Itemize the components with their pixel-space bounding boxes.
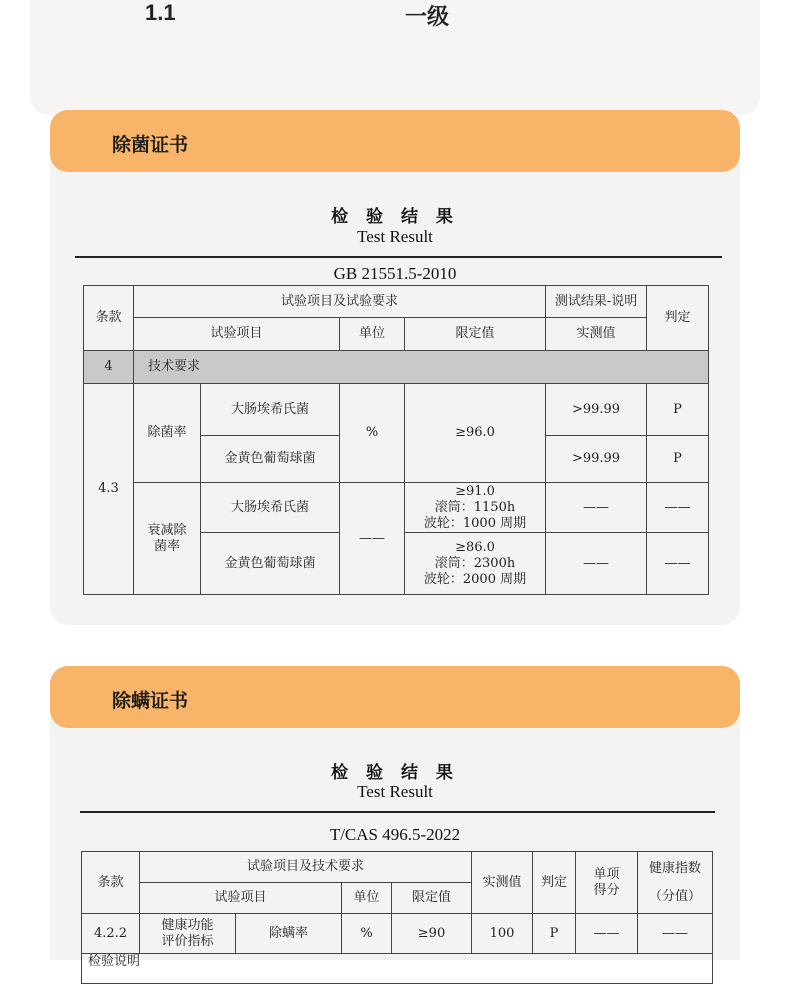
table-row xyxy=(82,914,713,954)
grade-number: 1.1 xyxy=(145,0,176,25)
unit-cell: —— xyxy=(340,483,405,595)
group-name: 除菌率 xyxy=(134,384,201,483)
divider xyxy=(80,811,715,813)
doc-subtitle: Test Result xyxy=(357,227,433,246)
table-row xyxy=(82,954,713,984)
limit-line: ≥91.0 xyxy=(455,483,495,499)
header-limit: 限定值 xyxy=(405,318,546,351)
header-verdict: 判定 xyxy=(647,286,709,351)
result-table xyxy=(81,851,713,984)
anti-mite-certificate-card xyxy=(50,666,740,969)
limit-line: 滚筒：2300h xyxy=(434,555,516,571)
header-unit: 单位 xyxy=(340,318,405,351)
doc-title: 检 验 结 果 xyxy=(331,763,459,783)
limit-cell xyxy=(405,483,546,533)
score-value: —— xyxy=(576,914,638,954)
header-score-line: 得分 xyxy=(593,882,620,898)
test-item: 金黄色葡萄球菌 xyxy=(201,533,340,595)
card-title: 除菌证书 xyxy=(112,134,189,156)
measured-value: 100 xyxy=(472,914,533,954)
header-score xyxy=(576,852,638,914)
header-items-req: 试验项目及技术要求 xyxy=(140,852,472,883)
header-measured: 实测值 xyxy=(546,318,647,351)
standard-number: T/CAS 496.5-2022 xyxy=(329,825,461,844)
top-card xyxy=(30,0,760,115)
verdict-value: P xyxy=(533,914,576,954)
row-name xyxy=(140,914,236,954)
header-index-line: （分值） xyxy=(649,888,702,904)
limit-line: 波轮：2000 周期 xyxy=(423,571,527,587)
group-name xyxy=(134,483,201,595)
header-unit: 单位 xyxy=(342,883,392,914)
card-header xyxy=(50,666,740,728)
grade-level: 一级 xyxy=(405,4,450,29)
table-row xyxy=(84,351,709,384)
measured-value: >99.99 xyxy=(546,436,647,483)
limit-cell xyxy=(405,533,546,595)
table-row xyxy=(84,483,709,533)
limit-cell: ≥96.0 xyxy=(405,384,546,483)
limit-line: ≥86.0 xyxy=(455,539,495,555)
test-item: 大肠埃希氏菌 xyxy=(201,483,340,533)
result-table xyxy=(83,285,709,595)
header-verdict: 判定 xyxy=(533,852,576,914)
header-item: 试验项目 xyxy=(134,318,340,351)
measured-value: —— xyxy=(546,483,647,533)
sterilization-certificate-card xyxy=(50,110,740,625)
test-item: 大肠埃希氏菌 xyxy=(201,384,340,436)
section-clause: 4.3 xyxy=(84,384,134,595)
doc-subtitle: Test Result xyxy=(357,782,433,801)
limit-cell: ≥90 xyxy=(392,914,472,954)
row-clause: 4.2.2 xyxy=(82,914,140,954)
verdict-value: P xyxy=(647,436,709,483)
header-index xyxy=(638,852,713,914)
header-result-desc: 测试结果-说明 xyxy=(546,286,647,318)
standard-number: GB 21551.5-2010 xyxy=(333,264,457,283)
test-item: 金黄色葡萄球菌 xyxy=(201,436,340,483)
row-name-line: 健康功能 xyxy=(161,917,214,933)
tech-label: 技术要求 xyxy=(134,351,709,384)
verdict-value: —— xyxy=(647,533,709,595)
group-name-line: 菌率 xyxy=(153,538,180,554)
doc-title: 检 验 结 果 xyxy=(331,207,459,227)
verdict-value: —— xyxy=(647,483,709,533)
unit-cell: % xyxy=(342,914,392,954)
group-name-line: 衰减除 xyxy=(147,522,187,538)
limit-line: 波轮：1000 周期 xyxy=(423,515,527,531)
verdict-value: P xyxy=(647,384,709,436)
header-clause: 条款 xyxy=(82,852,140,914)
test-item: 除螨率 xyxy=(236,914,342,954)
header-clause: 条款 xyxy=(84,286,134,351)
header-items-req: 试验项目及试验要求 xyxy=(134,286,546,318)
row-name-line: 评价指标 xyxy=(161,933,214,949)
header-index-line: 健康指数 xyxy=(649,860,702,876)
card-header xyxy=(50,110,740,172)
measured-value: >99.99 xyxy=(546,384,647,436)
index-value: —— xyxy=(638,914,713,954)
note-label: 检验说明 xyxy=(82,954,713,984)
limit-line: 滚筒：1150h xyxy=(434,499,516,515)
table-row xyxy=(84,384,709,436)
unit-cell: % xyxy=(340,384,405,483)
divider xyxy=(75,256,722,258)
header-limit: 限定值 xyxy=(392,883,472,914)
tech-clause: 4 xyxy=(84,351,134,384)
card-title: 除螨证书 xyxy=(112,690,189,712)
header-measured: 实测值 xyxy=(472,852,533,914)
header-item: 试验项目 xyxy=(140,883,342,914)
measured-value: —— xyxy=(546,533,647,595)
header-score-line: 单项 xyxy=(593,866,620,882)
